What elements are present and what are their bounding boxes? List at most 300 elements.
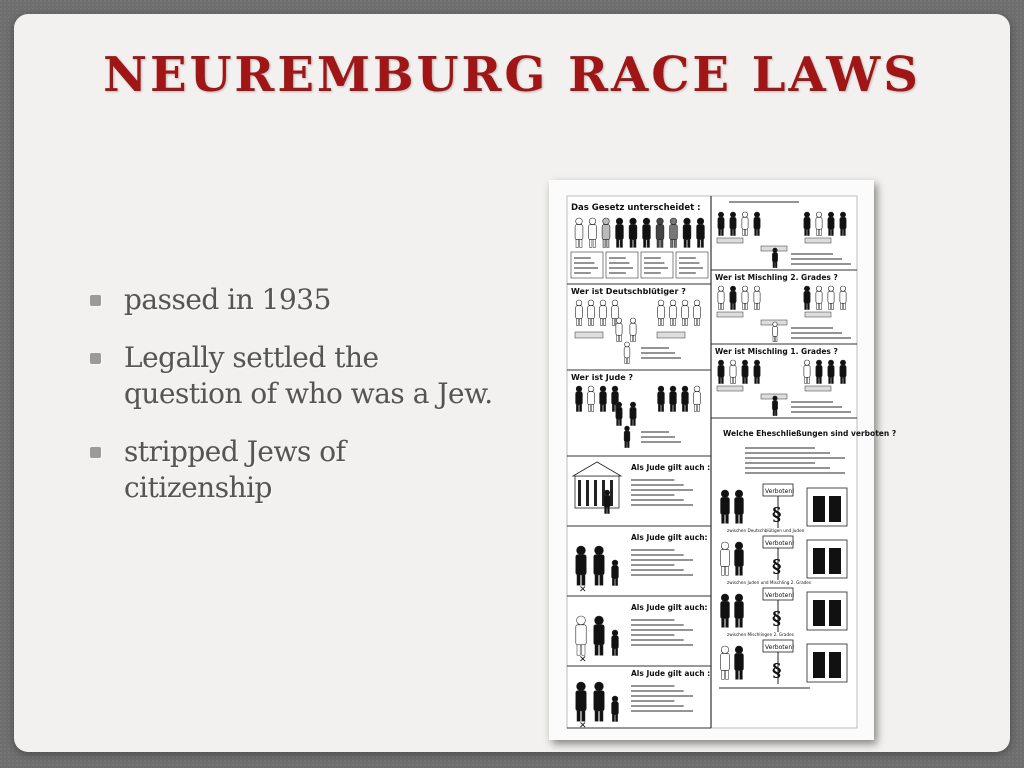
person-leg	[743, 303, 745, 309]
person-body	[828, 217, 834, 229]
person-leg	[807, 303, 809, 309]
bullet-icon	[90, 295, 101, 306]
person-body	[629, 225, 637, 240]
person-head	[828, 360, 833, 365]
person-head	[612, 560, 618, 566]
person-head	[804, 286, 809, 291]
person-body	[670, 392, 677, 405]
person-head	[730, 286, 735, 291]
person-head	[589, 218, 596, 225]
person-leg	[829, 229, 831, 235]
person-head	[657, 218, 664, 225]
person-leg	[627, 442, 629, 448]
person-head	[576, 218, 583, 225]
person-leg	[634, 240, 636, 248]
person-head	[612, 630, 618, 636]
person-leg	[841, 303, 843, 309]
person-head	[742, 286, 747, 291]
person-body	[616, 407, 622, 419]
person-body	[840, 365, 846, 377]
person-leg	[755, 303, 757, 309]
label-box	[805, 386, 831, 391]
person-leg	[831, 229, 833, 235]
person-head	[658, 386, 664, 392]
person-body	[754, 291, 760, 303]
person-leg	[600, 405, 602, 412]
slide	[14, 14, 1010, 752]
bullet-icon	[90, 353, 101, 364]
column-icon	[610, 480, 613, 506]
person-head	[625, 426, 630, 431]
person-body	[718, 365, 724, 377]
sign-label: Verboten!	[765, 488, 795, 495]
person-body	[742, 291, 748, 303]
person-body	[589, 225, 597, 240]
person-body	[816, 217, 822, 229]
person-body	[772, 400, 777, 410]
person-body	[658, 392, 665, 405]
person-head	[600, 386, 606, 392]
person-body	[730, 291, 736, 303]
person-leg	[612, 405, 614, 412]
person-leg	[670, 405, 672, 412]
person-head	[682, 300, 688, 306]
person-body	[612, 636, 619, 649]
person-leg	[698, 405, 700, 412]
person-leg	[603, 240, 605, 248]
person-leg	[686, 405, 688, 412]
person-leg	[595, 711, 598, 721]
person-leg	[674, 240, 676, 248]
person-body	[721, 549, 730, 566]
label-box	[717, 238, 743, 243]
poster-label: Wer ist Jude ?	[571, 373, 634, 382]
person-leg	[726, 566, 729, 575]
person-leg	[722, 618, 725, 627]
poster-label: Wer ist Mischling 2. Grades ?	[715, 273, 838, 282]
label-box	[575, 332, 603, 338]
person-leg	[755, 229, 757, 235]
bullet-item	[90, 282, 500, 318]
person-body	[576, 691, 586, 711]
paragraph-icon: §	[772, 608, 782, 629]
person-body	[656, 225, 664, 240]
person-leg	[807, 377, 809, 383]
person-body	[612, 306, 619, 319]
person-leg	[843, 377, 845, 383]
person-leg	[773, 336, 775, 341]
person-leg	[694, 319, 696, 326]
person-body	[742, 365, 748, 377]
paragraph-icon: §	[772, 556, 782, 577]
person-leg	[612, 319, 614, 326]
person-body	[683, 225, 691, 240]
poster-label: Als Jude gilt auch:	[631, 533, 708, 542]
person-leg	[617, 240, 619, 248]
person-leg	[721, 303, 723, 309]
person-head	[742, 212, 747, 217]
person-body	[576, 306, 583, 319]
person-head	[840, 212, 845, 217]
person-leg	[757, 303, 759, 309]
person-body	[840, 217, 846, 229]
cross-icon: ✕	[579, 721, 587, 731]
person-head	[804, 212, 809, 217]
person-leg	[661, 240, 663, 248]
slide-title: NEUREMBURG RACE LAWS	[103, 47, 921, 103]
person-leg	[612, 649, 614, 656]
person-leg	[736, 670, 739, 679]
person-leg	[616, 715, 618, 722]
person-head	[735, 490, 742, 497]
poster-illustration	[549, 180, 897, 740]
person-head	[773, 248, 777, 252]
person-body	[804, 365, 810, 377]
person-body	[754, 217, 760, 229]
person-leg	[731, 303, 733, 309]
person-leg	[721, 229, 723, 235]
person-leg	[743, 229, 745, 235]
person-head	[616, 218, 623, 225]
person-head	[670, 218, 677, 225]
person-leg	[745, 303, 747, 309]
person-body	[718, 291, 724, 303]
person-leg	[736, 618, 739, 627]
person-head	[670, 300, 676, 306]
person-head	[684, 218, 691, 225]
person-leg	[757, 377, 759, 383]
person-leg	[740, 618, 743, 627]
person-leg	[582, 575, 585, 585]
person-head	[735, 542, 742, 549]
person-leg	[829, 377, 831, 383]
person-leg	[592, 319, 594, 326]
person-body	[670, 306, 677, 319]
person-leg	[600, 711, 603, 721]
door-icon	[829, 548, 841, 574]
column-icon	[594, 480, 597, 506]
person-head	[828, 286, 833, 291]
person-leg	[612, 715, 614, 722]
person-leg	[607, 240, 609, 248]
person-leg	[819, 303, 821, 309]
person-body	[575, 225, 583, 240]
label-box	[717, 312, 743, 317]
bullet-text: Legally settled the question of who was a Jew.	[124, 341, 493, 410]
person-head	[697, 218, 704, 225]
person-head	[600, 300, 606, 306]
person-leg	[619, 335, 621, 341]
person-head	[595, 682, 604, 691]
person-body	[682, 392, 689, 405]
marriage-caption: zwischen Juden und Mischling 2. Grades	[727, 580, 812, 585]
person-head	[670, 386, 676, 392]
person-leg	[805, 229, 807, 235]
person-leg	[682, 319, 684, 326]
person-body	[772, 326, 777, 336]
person-head	[816, 286, 821, 291]
person-leg	[684, 240, 686, 248]
person-body	[694, 392, 701, 405]
person-leg	[743, 377, 745, 383]
person-body	[730, 365, 736, 377]
person-body	[612, 702, 619, 715]
person-body	[816, 365, 822, 377]
person-body	[735, 601, 744, 618]
person-leg	[841, 377, 843, 383]
person-head	[773, 396, 777, 400]
column-icon	[578, 480, 581, 506]
person-body	[735, 497, 744, 514]
person-head	[576, 300, 582, 306]
person-body	[600, 392, 607, 405]
person-head	[816, 212, 821, 217]
person-leg	[805, 303, 807, 309]
person-leg	[721, 377, 723, 383]
sign-label: Verboten!	[765, 644, 795, 651]
person-leg	[726, 618, 729, 627]
person-leg	[722, 514, 725, 523]
person-body	[658, 306, 665, 319]
poster-label: Als Jude gilt auch :	[631, 463, 711, 472]
person-body	[772, 252, 777, 262]
person-head	[718, 212, 723, 217]
person-leg	[580, 405, 582, 412]
person-leg	[582, 711, 585, 721]
person-body	[588, 392, 595, 405]
person-head	[595, 616, 604, 625]
person-leg	[576, 240, 578, 248]
person-body	[594, 625, 604, 645]
person-body	[670, 225, 678, 240]
person-head	[630, 218, 637, 225]
person-leg	[726, 670, 729, 679]
person-head	[735, 646, 742, 653]
marriage-caption: zwischen Deutschblütigen und Juden	[727, 528, 805, 533]
person-leg	[647, 240, 649, 248]
person-leg	[580, 240, 582, 248]
person-leg	[600, 645, 603, 655]
person-head	[603, 218, 610, 225]
person-leg	[616, 649, 618, 656]
category-box	[606, 252, 638, 278]
person-leg	[582, 645, 585, 655]
poster-label: Das Gesetz unterscheidet :	[571, 203, 701, 213]
person-leg	[733, 303, 735, 309]
person-body	[735, 549, 744, 566]
category-box	[571, 252, 603, 278]
person-leg	[775, 410, 777, 415]
person-leg	[817, 377, 819, 383]
person-leg	[674, 319, 676, 326]
person-leg	[658, 319, 660, 326]
person-leg	[590, 240, 592, 248]
person-body	[682, 306, 689, 319]
person-leg	[731, 229, 733, 235]
person-leg	[775, 262, 777, 267]
person-leg	[588, 405, 590, 412]
person-body	[624, 431, 630, 442]
person-leg	[701, 240, 703, 248]
person-head	[804, 360, 809, 365]
person-leg	[631, 419, 633, 425]
person-body	[804, 291, 810, 303]
person-leg	[617, 419, 619, 425]
sign-label: Verboten!	[765, 592, 795, 599]
person-leg	[831, 303, 833, 309]
person-leg	[588, 319, 590, 326]
person-leg	[745, 229, 747, 235]
person-leg	[740, 514, 743, 523]
person-head	[840, 286, 845, 291]
person-leg	[617, 335, 619, 341]
person-leg	[831, 377, 833, 383]
person-leg	[674, 405, 676, 412]
person-leg	[755, 377, 757, 383]
person-body	[742, 217, 748, 229]
poster-label: Als Jude gilt auch:	[631, 603, 708, 612]
person-head	[588, 300, 594, 306]
person-head	[694, 300, 700, 306]
door-icon	[813, 652, 825, 678]
person-body	[804, 217, 810, 229]
person-leg	[773, 410, 775, 415]
person-head	[721, 646, 728, 653]
person-body	[630, 323, 636, 335]
person-leg	[633, 335, 635, 341]
person-leg	[595, 645, 598, 655]
person-leg	[604, 405, 606, 412]
person-body	[616, 225, 624, 240]
category-box	[641, 252, 673, 278]
person-body	[840, 291, 846, 303]
person-head	[588, 386, 594, 392]
person-leg	[817, 303, 819, 309]
person-leg	[740, 566, 743, 575]
person-head	[682, 386, 688, 392]
label-box	[805, 238, 831, 243]
label-box	[805, 312, 831, 317]
person-head	[721, 594, 728, 601]
person-body	[616, 323, 622, 335]
person-leg	[719, 377, 721, 383]
person-leg	[719, 229, 721, 235]
door-icon	[829, 496, 841, 522]
person-head	[730, 360, 735, 365]
person-leg	[576, 405, 578, 412]
person-head	[612, 696, 618, 702]
person-body	[694, 306, 701, 319]
person-head	[721, 490, 728, 497]
person-head	[754, 360, 759, 365]
person-head	[773, 322, 777, 326]
person-head	[658, 300, 664, 306]
person-head	[721, 542, 728, 549]
person-leg	[658, 405, 660, 412]
person-head	[630, 318, 635, 323]
person-head	[816, 360, 821, 365]
person-leg	[726, 514, 729, 523]
person-leg	[619, 419, 621, 425]
person-body	[594, 555, 604, 575]
person-leg	[757, 229, 759, 235]
person-leg	[775, 336, 777, 341]
person-leg	[843, 229, 845, 235]
door-icon	[829, 652, 841, 678]
person-leg	[736, 566, 739, 575]
person-body	[576, 555, 586, 575]
person-leg	[627, 358, 629, 364]
person-leg	[829, 303, 831, 309]
person-leg	[688, 240, 690, 248]
person-leg	[616, 579, 618, 586]
poster-label: Welche Eheschließungen sind verboten ?	[723, 429, 897, 438]
door-icon	[829, 600, 841, 626]
person-leg	[662, 319, 664, 326]
person-head	[595, 546, 604, 555]
person-leg	[625, 442, 627, 448]
person-leg	[805, 377, 807, 383]
person-leg	[595, 575, 598, 585]
door-icon	[813, 548, 825, 574]
label-box	[717, 386, 743, 391]
category-box	[676, 252, 708, 278]
person-leg	[593, 240, 595, 248]
door-icon	[813, 496, 825, 522]
person-leg	[644, 240, 646, 248]
person-head	[630, 402, 635, 407]
paragraph-icon: §	[772, 504, 782, 525]
person-leg	[736, 514, 739, 523]
person-head	[577, 682, 586, 691]
person-leg	[625, 358, 627, 364]
person-body	[754, 365, 760, 377]
person-leg	[843, 303, 845, 309]
person-body	[730, 217, 736, 229]
person-head	[828, 212, 833, 217]
person-leg	[819, 377, 821, 383]
person-leg	[817, 229, 819, 235]
bullet-item	[90, 340, 500, 412]
person-leg	[577, 645, 580, 655]
person-leg	[731, 377, 733, 383]
person-head	[754, 212, 759, 217]
cross-icon: ✕	[579, 585, 587, 595]
bullet-text: stripped Jews of citizenship	[124, 435, 346, 504]
person-head	[604, 490, 609, 495]
person-leg	[577, 575, 580, 585]
person-leg	[620, 240, 622, 248]
person-leg	[719, 303, 721, 309]
person-body	[624, 347, 630, 358]
person-leg	[577, 711, 580, 721]
person-leg	[580, 319, 582, 326]
person-body	[721, 601, 730, 618]
person-body	[612, 566, 619, 579]
person-leg	[600, 319, 602, 326]
person-leg	[670, 319, 672, 326]
person-leg	[662, 405, 664, 412]
person-leg	[600, 575, 603, 585]
person-head	[612, 300, 618, 306]
person-leg	[740, 670, 743, 679]
person-leg	[773, 262, 775, 267]
person-leg	[630, 240, 632, 248]
column-icon	[586, 480, 589, 506]
cross-icon: ✕	[579, 655, 587, 665]
person-leg	[841, 229, 843, 235]
person-body	[828, 365, 834, 377]
